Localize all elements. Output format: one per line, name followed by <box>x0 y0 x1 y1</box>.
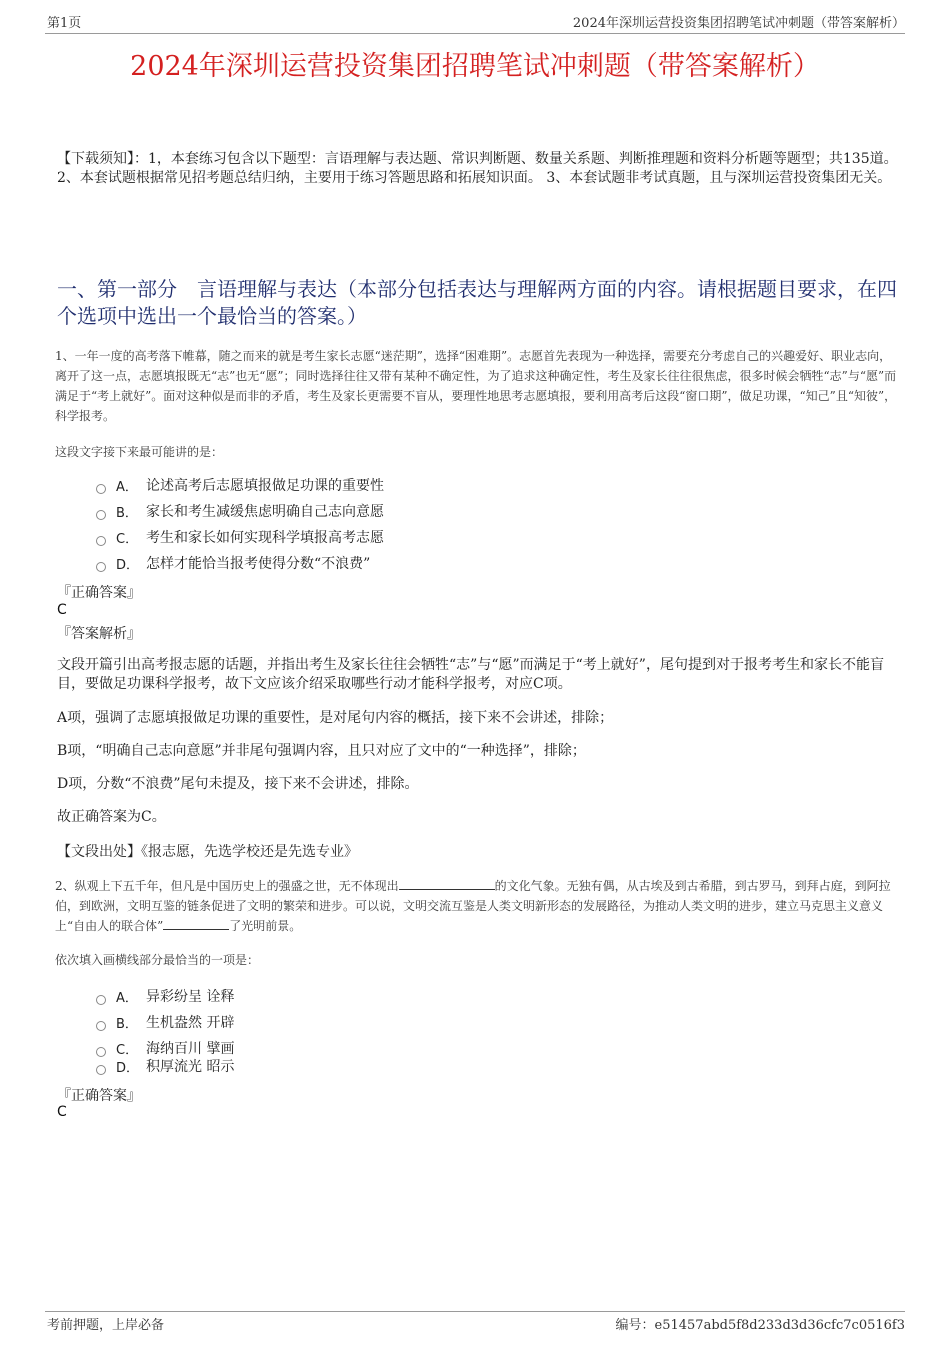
q2-answer-label: 『正确答案』 <box>57 1088 141 1104</box>
radio-icon[interactable] <box>96 510 106 520</box>
q1-source: 【文段出处】《报志愿，先选学校还是先选专业》 <box>57 844 358 860</box>
option-text: 家长和考生减缓焦虑明确自己志向意愿 <box>146 504 384 520</box>
option-text: 积厚流光 昭示 <box>146 1059 235 1075</box>
option-text: 论述高考后志愿填报做足功课的重要性 <box>146 478 384 494</box>
q1-answer: C <box>57 602 67 618</box>
option-letter: C． <box>116 1042 139 1058</box>
q2-passage-part-3: 了光明前景。 <box>229 919 302 933</box>
download-notice: 【下载须知】：1，本套练习包含以下题型：言语理解与表达题、常识判断题、数量关系题、判断推理题和资料分析题等题型；共135道。 2、本套试题根据常见招考题总结归纳，主要用于练习答题思路和拓展知识面。 3、本套试题非考试真题，且与深圳运营投资集团无关。 <box>57 151 898 186</box>
q2-passage-part-1: 2、纵观上下五千年，但凡是中国历史上的强盛之世，无不体现出 <box>55 879 399 893</box>
q1-answer-label: 『正确答案』 <box>57 585 141 601</box>
option-letter: D． <box>116 1060 140 1076</box>
q1-analysis: 文段开篇引出高考报志愿的话题，并指出考生及家长往往会牺牲“志”与“愿”而满足于“考上就好”，尾句提到对于报考考生和家长不能盲目，要做足功课科学报考，故下文应该介绍采取哪些行动才能科学报考，对应C项。 <box>57 657 884 692</box>
q1-conclusion: 故正确答案为C。 <box>57 809 166 825</box>
header-divider <box>45 33 905 34</box>
q1-note-d: D项，分数“不浪费”尾句未提及，接下来不会讲述，排除。 <box>57 776 419 792</box>
option-text: 考生和家长如何实现科学填报高考志愿 <box>146 530 384 546</box>
fill-blank-2 <box>163 918 229 930</box>
option-letter: D． <box>116 557 140 573</box>
q2-option-a[interactable] <box>96 985 234 1007</box>
header-doc-title: 2024年深圳运营投资集团招聘笔试冲刺题（带答案解析） <box>572 16 905 31</box>
page-number: 第1页 <box>47 16 82 31</box>
q2-prompt: 依次填入画横线部分最恰当的一项是： <box>55 953 260 967</box>
option-letter: B． <box>116 505 138 521</box>
q2-passage-part-2: 的文化气象。无独有偶，从古埃及到古希腊，到古罗马，到拜占庭，到阿拉伯，到欧洲，文明互鉴的链条促进了文明的繁荣和进步。可以说，文明交流互鉴是人类文明新形态的发展路径，为推动人类文明的进步，建立马克思主义意义上“自由人的联合体” <box>55 879 891 933</box>
page-title: 2024年深圳运营投资集团招聘笔试冲刺题（带答案解析） <box>130 51 820 82</box>
radio-icon[interactable] <box>96 995 106 1005</box>
q1-note-a: A项，强调了志愿填报做足功课的重要性，是对尾句内容的概括，接下来不会讲述，排除； <box>57 710 614 726</box>
footer-divider <box>45 1311 905 1312</box>
q1-prompt: 这段文字接下来最可能讲的是： <box>55 445 224 459</box>
q1-option-b[interactable] <box>96 500 384 522</box>
q2-option-b[interactable] <box>96 1011 234 1033</box>
footer-slogan: 考前押题，上岸必备 <box>47 1318 165 1333</box>
radio-icon[interactable] <box>96 562 106 572</box>
q2-option-d[interactable] <box>96 1055 234 1077</box>
footer-code: 编号：e51457abd5f8d233d3d36cfc7c0516f3 <box>615 1318 905 1333</box>
fill-blank-1 <box>399 878 495 890</box>
q1-option-a[interactable] <box>96 474 384 496</box>
section-heading: 一、第一部分 言语理解与表达（本部分包括表达与理解两方面的内容。请根据题目要求，在四个选项中选出一个最恰当的答案。） <box>57 277 897 328</box>
q2-passage <box>55 876 900 936</box>
option-letter: A． <box>116 990 138 1006</box>
radio-icon[interactable] <box>96 536 106 546</box>
q1-analysis-label: 『答案解析』 <box>57 626 141 642</box>
q1-option-c[interactable] <box>96 526 384 548</box>
option-text: 怎样才能恰当报考使得分数“不浪费” <box>146 556 371 572</box>
option-text: 生机盎然 开辟 <box>146 1015 235 1031</box>
q2-answer: C <box>57 1104 67 1120</box>
q1-option-d[interactable] <box>96 552 370 574</box>
radio-icon[interactable] <box>96 484 106 494</box>
option-letter: C． <box>116 531 139 547</box>
option-text: 异彩纷呈 诠释 <box>146 989 235 1005</box>
option-letter: A． <box>116 479 138 495</box>
option-text: 海纳百川 擘画 <box>146 1041 235 1057</box>
option-letter: B． <box>116 1016 138 1032</box>
radio-icon[interactable] <box>96 1065 106 1075</box>
q1-note-b: B项，“明确自己志向意愿”并非尾句强调内容，且只对应了文中的“一种选择”，排除； <box>57 743 586 759</box>
q1-passage: 1、一年一度的高考落下帷幕，随之而来的就是考生家长志愿“迷茫期”，选择“困难期”。志愿首先表现为一种选择，需要充分考虑自己的兴趣爱好、职业志向，离开了这一点，志愿填报既无“志”也无“愿”；同时选择往往又带有某种不确定性，为了追求这种确定性，考生及家长往往很焦虑，很多时候会牺牲“志”与“愿”而满足于“考上就好”。面对这种似是而非的矛盾，考生及家长更需要不盲从，要理性地思考志愿填报，要利用高考后这段“窗口期”，做足功课，“知己”且“知彼”，科学报考。 <box>55 349 897 423</box>
radio-icon[interactable] <box>96 1021 106 1031</box>
